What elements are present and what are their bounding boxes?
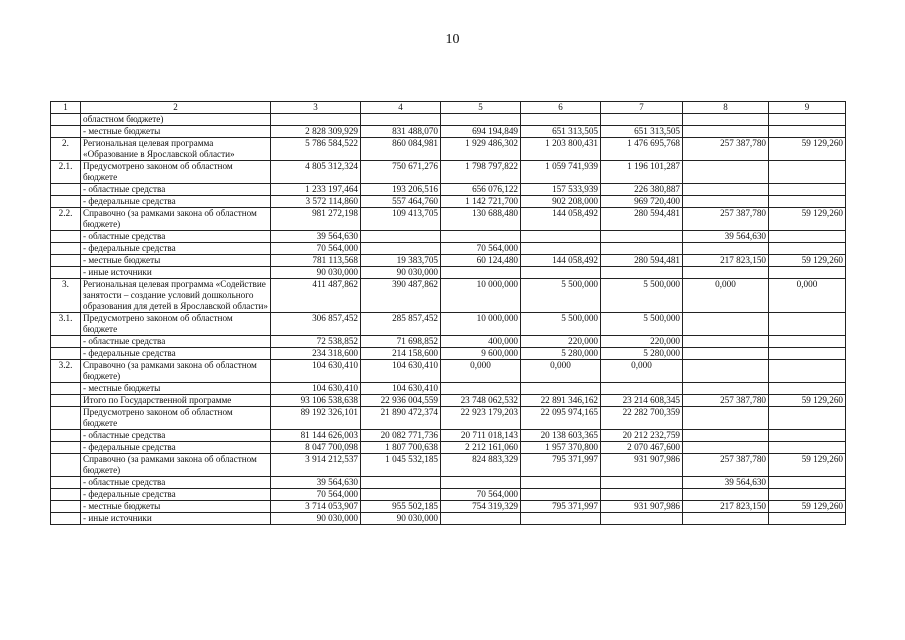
value-cell-col-6: 5 500,000 bbox=[521, 279, 601, 313]
value-cell-col-7: 220,000 bbox=[601, 336, 683, 348]
value-cell-col-8 bbox=[683, 243, 769, 255]
value-cell-col-6: 1 203 800,431 bbox=[521, 138, 601, 161]
value-cell-col-6: 651 313,505 bbox=[521, 126, 601, 138]
row-name-cell: - иные источники bbox=[81, 513, 271, 525]
row-name-cell: - федеральные средства bbox=[81, 348, 271, 360]
value-cell-col-8 bbox=[683, 313, 769, 336]
row-number-cell bbox=[51, 196, 81, 208]
row-name-cell: - местные бюджеты bbox=[81, 126, 271, 138]
row-name-cell: - областные средства bbox=[81, 430, 271, 442]
value-cell-col-3: 81 144 626,003 bbox=[271, 430, 361, 442]
value-cell-col-3: 306 857,452 bbox=[271, 313, 361, 336]
value-cell-col-8: 217 823,150 bbox=[683, 255, 769, 267]
row-number-cell: 3.1. bbox=[51, 313, 81, 336]
value-cell-col-3: 3 914 212,537 bbox=[271, 454, 361, 477]
row-name-cell: - местные бюджеты bbox=[81, 383, 271, 395]
value-cell-col-6: 20 138 603,365 bbox=[521, 430, 601, 442]
value-cell-col-4: 193 206,516 bbox=[361, 184, 441, 196]
value-cell-col-8 bbox=[683, 360, 769, 383]
table-row bbox=[51, 313, 846, 336]
value-cell-col-8 bbox=[683, 513, 769, 525]
value-cell-col-4: 104 630,410 bbox=[361, 383, 441, 395]
value-cell-col-6 bbox=[521, 383, 601, 395]
row-number-cell: 2. bbox=[51, 138, 81, 161]
value-cell-col-3: 8 047 700,098 bbox=[271, 442, 361, 454]
value-cell-col-4: 19 383,705 bbox=[361, 255, 441, 267]
row-name-cell: - областные средства bbox=[81, 231, 271, 243]
value-cell-col-3: 90 030,000 bbox=[271, 513, 361, 525]
header-cell: 3 bbox=[271, 102, 361, 114]
value-cell-col-4: 390 487,862 bbox=[361, 279, 441, 313]
value-cell-col-3: 104 630,410 bbox=[271, 383, 361, 395]
value-cell-col-9: 59 129,260 bbox=[769, 208, 846, 231]
value-cell-col-6: 157 533,939 bbox=[521, 184, 601, 196]
table-row bbox=[51, 336, 846, 348]
row-name-cell: - местные бюджеты bbox=[81, 255, 271, 267]
value-cell-col-8: 257 387,780 bbox=[683, 395, 769, 407]
row-number-cell bbox=[51, 255, 81, 267]
value-cell-col-4: 71 698,852 bbox=[361, 336, 441, 348]
value-cell-col-7 bbox=[601, 383, 683, 395]
value-cell-col-7: 22 282 700,359 bbox=[601, 407, 683, 430]
value-cell-col-7 bbox=[601, 231, 683, 243]
table-row bbox=[51, 395, 846, 407]
value-cell-col-9 bbox=[769, 114, 846, 126]
value-cell-col-3: 411 487,862 bbox=[271, 279, 361, 313]
value-cell-col-9 bbox=[769, 161, 846, 184]
row-name-cell: - областные средства bbox=[81, 336, 271, 348]
value-cell-col-5: 60 124,480 bbox=[441, 255, 521, 267]
value-cell-col-6 bbox=[521, 489, 601, 501]
row-number-cell bbox=[51, 126, 81, 138]
value-cell-col-6: 144 058,492 bbox=[521, 208, 601, 231]
value-cell-col-5: 10 000,000 bbox=[441, 279, 521, 313]
value-cell-col-4 bbox=[361, 231, 441, 243]
table-row bbox=[51, 501, 846, 513]
table-row bbox=[51, 208, 846, 231]
value-cell-col-7: 2 070 467,600 bbox=[601, 442, 683, 454]
row-name-cell: - областные средства bbox=[81, 184, 271, 196]
value-cell-col-3: 39 564,630 bbox=[271, 231, 361, 243]
value-cell-col-4: 109 413,705 bbox=[361, 208, 441, 231]
header-cell: 8 bbox=[683, 102, 769, 114]
value-cell-col-6: 902 208,000 bbox=[521, 196, 601, 208]
value-cell-col-4: 90 030,000 bbox=[361, 513, 441, 525]
value-cell-col-5: 10 000,000 bbox=[441, 313, 521, 336]
table-row bbox=[51, 243, 846, 255]
value-cell-col-9: 59 129,260 bbox=[769, 501, 846, 513]
value-cell-col-6: 0,000 bbox=[521, 360, 601, 383]
value-cell-col-5: 656 076,122 bbox=[441, 184, 521, 196]
value-cell-col-9 bbox=[769, 430, 846, 442]
value-cell-col-6: 1 957 370,800 bbox=[521, 442, 601, 454]
value-cell-col-5 bbox=[441, 383, 521, 395]
value-cell-col-3: 4 805 312,324 bbox=[271, 161, 361, 184]
value-cell-col-7: 651 313,505 bbox=[601, 126, 683, 138]
header-cell: 5 bbox=[441, 102, 521, 114]
value-cell-col-4 bbox=[361, 243, 441, 255]
table-row bbox=[51, 407, 846, 430]
row-name-cell: - федеральные средства bbox=[81, 243, 271, 255]
value-cell-col-6: 5 280,000 bbox=[521, 348, 601, 360]
value-cell-col-7 bbox=[601, 114, 683, 126]
row-name-cell: Региональная целевая программа «Содействие занятости – создание условий дошкольного образования для детей в Ярославской области» bbox=[81, 279, 271, 313]
value-cell-col-6: 22 891 346,162 bbox=[521, 395, 601, 407]
row-number-cell bbox=[51, 383, 81, 395]
value-cell-col-8: 257 387,780 bbox=[683, 208, 769, 231]
value-cell-col-8 bbox=[683, 442, 769, 454]
row-name-cell: Предусмотрено законом об областном бюджете bbox=[81, 407, 271, 430]
value-cell-col-7: 969 720,400 bbox=[601, 196, 683, 208]
value-cell-col-3: 90 030,000 bbox=[271, 267, 361, 279]
row-number-cell bbox=[51, 477, 81, 489]
value-cell-col-8 bbox=[683, 114, 769, 126]
value-cell-col-4: 557 464,760 bbox=[361, 196, 441, 208]
value-cell-col-8 bbox=[683, 126, 769, 138]
value-cell-col-6: 795 371,997 bbox=[521, 501, 601, 513]
value-cell-col-8 bbox=[683, 184, 769, 196]
value-cell-col-5: 1 798 797,822 bbox=[441, 161, 521, 184]
value-cell-col-4 bbox=[361, 114, 441, 126]
value-cell-col-3: 1 233 197,464 bbox=[271, 184, 361, 196]
row-number-cell bbox=[51, 489, 81, 501]
value-cell-col-8 bbox=[683, 161, 769, 184]
header-cell: 7 bbox=[601, 102, 683, 114]
row-name-cell: - местные бюджеты bbox=[81, 501, 271, 513]
row-name-cell: Итого по Государственной программе bbox=[81, 395, 271, 407]
table-row bbox=[51, 138, 846, 161]
table-row bbox=[51, 161, 846, 184]
row-name-cell: Справочно (за рамками закона об областном бюджете) bbox=[81, 360, 271, 383]
value-cell-col-7: 931 907,986 bbox=[601, 454, 683, 477]
value-cell-col-7: 1 476 695,768 bbox=[601, 138, 683, 161]
value-cell-col-7: 23 214 608,345 bbox=[601, 395, 683, 407]
row-number-cell: 2.2. bbox=[51, 208, 81, 231]
value-cell-col-6: 795 371,997 bbox=[521, 454, 601, 477]
row-name-cell: областном бюджете) bbox=[81, 114, 271, 126]
value-cell-col-4: 21 890 472,374 bbox=[361, 407, 441, 430]
value-cell-col-3: 93 106 538,638 bbox=[271, 395, 361, 407]
value-cell-col-6: 144 058,492 bbox=[521, 255, 601, 267]
value-cell-col-6: 220,000 bbox=[521, 336, 601, 348]
value-cell-col-9 bbox=[769, 267, 846, 279]
row-name-cell: - федеральные средства bbox=[81, 196, 271, 208]
value-cell-col-5: 9 600,000 bbox=[441, 348, 521, 360]
value-cell-col-9: 0,000 bbox=[769, 279, 846, 313]
value-cell-col-6: 5 500,000 bbox=[521, 313, 601, 336]
value-cell-col-5 bbox=[441, 513, 521, 525]
value-cell-col-8 bbox=[683, 383, 769, 395]
value-cell-col-8 bbox=[683, 407, 769, 430]
header-cell: 6 bbox=[521, 102, 601, 114]
value-cell-col-4: 104 630,410 bbox=[361, 360, 441, 383]
table-row bbox=[51, 454, 846, 477]
row-name-cell: Региональная целевая программа «Образование в Ярославской области» bbox=[81, 138, 271, 161]
value-cell-col-5: 2 212 161,060 bbox=[441, 442, 521, 454]
value-cell-col-8: 257 387,780 bbox=[683, 454, 769, 477]
value-cell-col-9: 59 129,260 bbox=[769, 395, 846, 407]
value-cell-col-9 bbox=[769, 407, 846, 430]
page-number: 10 bbox=[445, 32, 460, 47]
table-row bbox=[51, 360, 846, 383]
value-cell-col-4: 22 936 004,559 bbox=[361, 395, 441, 407]
header-cell: 1 bbox=[51, 102, 81, 114]
value-cell-col-8: 257 387,780 bbox=[683, 138, 769, 161]
value-cell-col-9 bbox=[769, 336, 846, 348]
value-cell-col-4: 1 045 532,185 bbox=[361, 454, 441, 477]
value-cell-col-5: 1 142 721,700 bbox=[441, 196, 521, 208]
table-row bbox=[51, 126, 846, 138]
row-number-cell bbox=[51, 407, 81, 430]
value-cell-col-4: 20 082 771,736 bbox=[361, 430, 441, 442]
value-cell-col-4 bbox=[361, 489, 441, 501]
value-cell-col-4: 1 807 700,638 bbox=[361, 442, 441, 454]
value-cell-col-9 bbox=[769, 477, 846, 489]
value-cell-col-3: 70 564,000 bbox=[271, 243, 361, 255]
row-number-cell bbox=[51, 348, 81, 360]
value-cell-col-5: 1 929 486,302 bbox=[441, 138, 521, 161]
value-cell-col-7: 20 212 232,759 bbox=[601, 430, 683, 442]
table-row bbox=[51, 279, 846, 313]
value-cell-col-9 bbox=[769, 348, 846, 360]
value-cell-col-6 bbox=[521, 243, 601, 255]
table-row bbox=[51, 489, 846, 501]
value-cell-col-5: 22 923 179,203 bbox=[441, 407, 521, 430]
value-cell-col-9 bbox=[769, 442, 846, 454]
value-cell-col-7 bbox=[601, 243, 683, 255]
row-number-cell bbox=[51, 243, 81, 255]
budget-table bbox=[50, 101, 846, 525]
value-cell-col-3: 3 714 053,907 bbox=[271, 501, 361, 513]
value-cell-col-4: 860 084,981 bbox=[361, 138, 441, 161]
value-cell-col-7: 5 500,000 bbox=[601, 313, 683, 336]
row-name-cell: Предусмотрено законом об областном бюджете bbox=[81, 161, 271, 184]
row-number-cell: 3.2. bbox=[51, 360, 81, 383]
value-cell-col-4: 831 488,070 bbox=[361, 126, 441, 138]
value-cell-col-4: 955 502,185 bbox=[361, 501, 441, 513]
value-cell-col-5: 20 711 018,143 bbox=[441, 430, 521, 442]
value-cell-col-8: 0,000 bbox=[683, 279, 769, 313]
row-number-cell: 3. bbox=[51, 279, 81, 313]
table-row bbox=[51, 255, 846, 267]
value-cell-col-9 bbox=[769, 126, 846, 138]
table-row bbox=[51, 184, 846, 196]
value-cell-col-6 bbox=[521, 114, 601, 126]
value-cell-col-5 bbox=[441, 267, 521, 279]
table-row bbox=[51, 513, 846, 525]
value-cell-col-6 bbox=[521, 231, 601, 243]
table-row bbox=[51, 196, 846, 208]
row-number-cell bbox=[51, 184, 81, 196]
value-cell-col-6: 1 059 741,939 bbox=[521, 161, 601, 184]
value-cell-col-7 bbox=[601, 477, 683, 489]
value-cell-col-9 bbox=[769, 184, 846, 196]
value-cell-col-9 bbox=[769, 243, 846, 255]
value-cell-col-3: 981 272,198 bbox=[271, 208, 361, 231]
value-cell-col-8 bbox=[683, 267, 769, 279]
row-name-cell: - федеральные средства bbox=[81, 489, 271, 501]
row-number-cell bbox=[51, 454, 81, 477]
value-cell-col-9 bbox=[769, 231, 846, 243]
header-cell: 9 bbox=[769, 102, 846, 114]
value-cell-col-3: 39 564,630 bbox=[271, 477, 361, 489]
value-cell-col-4: 214 158,600 bbox=[361, 348, 441, 360]
header-cell: 4 bbox=[361, 102, 441, 114]
value-cell-col-4: 90 030,000 bbox=[361, 267, 441, 279]
value-cell-col-6 bbox=[521, 267, 601, 279]
row-name-cell: Предусмотрено законом об областном бюджете bbox=[81, 313, 271, 336]
row-number-cell bbox=[51, 501, 81, 513]
value-cell-col-7: 280 594,481 bbox=[601, 255, 683, 267]
row-number-cell: 2.1. bbox=[51, 161, 81, 184]
row-number-cell bbox=[51, 395, 81, 407]
value-cell-col-4: 750 671,276 bbox=[361, 161, 441, 184]
row-name-cell: Справочно (за рамками закона об областном бюджете) bbox=[81, 454, 271, 477]
value-cell-col-9 bbox=[769, 489, 846, 501]
value-cell-col-7: 5 280,000 bbox=[601, 348, 683, 360]
value-cell-col-9: 59 129,260 bbox=[769, 255, 846, 267]
value-cell-col-5 bbox=[441, 477, 521, 489]
row-name-cell: - иные источники bbox=[81, 267, 271, 279]
value-cell-col-3: 72 538,852 bbox=[271, 336, 361, 348]
table-row bbox=[51, 231, 846, 243]
value-cell-col-8 bbox=[683, 430, 769, 442]
row-number-cell bbox=[51, 513, 81, 525]
value-cell-col-7: 280 594,481 bbox=[601, 208, 683, 231]
table-row bbox=[51, 348, 846, 360]
value-cell-col-7: 226 380,887 bbox=[601, 184, 683, 196]
value-cell-col-7 bbox=[601, 267, 683, 279]
value-cell-col-6 bbox=[521, 513, 601, 525]
value-cell-col-5: 70 564,000 bbox=[441, 243, 521, 255]
row-name-cell: - федеральные средства bbox=[81, 442, 271, 454]
value-cell-col-9 bbox=[769, 360, 846, 383]
table-row bbox=[51, 442, 846, 454]
row-number-cell bbox=[51, 430, 81, 442]
table-row bbox=[51, 477, 846, 489]
value-cell-col-8 bbox=[683, 489, 769, 501]
table-row bbox=[51, 430, 846, 442]
header-row bbox=[51, 102, 846, 114]
value-cell-col-3: 70 564,000 bbox=[271, 489, 361, 501]
header-cell: 2 bbox=[81, 102, 271, 114]
value-cell-col-8: 39 564,630 bbox=[683, 231, 769, 243]
value-cell-col-4 bbox=[361, 477, 441, 489]
value-cell-col-7: 5 500,000 bbox=[601, 279, 683, 313]
value-cell-col-3: 781 113,568 bbox=[271, 255, 361, 267]
value-cell-col-5: 824 883,329 bbox=[441, 454, 521, 477]
row-number-cell bbox=[51, 231, 81, 243]
value-cell-col-9 bbox=[769, 513, 846, 525]
value-cell-col-5: 400,000 bbox=[441, 336, 521, 348]
table-row bbox=[51, 267, 846, 279]
value-cell-col-7 bbox=[601, 513, 683, 525]
value-cell-col-4: 285 857,452 bbox=[361, 313, 441, 336]
value-cell-col-8: 39 564,630 bbox=[683, 477, 769, 489]
value-cell-col-6 bbox=[521, 477, 601, 489]
row-number-cell bbox=[51, 336, 81, 348]
value-cell-col-3: 234 318,600 bbox=[271, 348, 361, 360]
row-number-cell bbox=[51, 267, 81, 279]
value-cell-col-3: 89 192 326,101 bbox=[271, 407, 361, 430]
value-cell-col-5: 0,000 bbox=[441, 360, 521, 383]
row-number-cell bbox=[51, 442, 81, 454]
value-cell-col-8: 217 823,150 bbox=[683, 501, 769, 513]
value-cell-col-7 bbox=[601, 489, 683, 501]
value-cell-col-8 bbox=[683, 196, 769, 208]
value-cell-col-5: 23 748 062,532 bbox=[441, 395, 521, 407]
value-cell-col-7: 0,000 bbox=[601, 360, 683, 383]
value-cell-col-8 bbox=[683, 348, 769, 360]
value-cell-col-9: 59 129,260 bbox=[769, 454, 846, 477]
value-cell-col-3: 104 630,410 bbox=[271, 360, 361, 383]
value-cell-col-8 bbox=[683, 336, 769, 348]
row-name-cell: - областные средства bbox=[81, 477, 271, 489]
value-cell-col-9 bbox=[769, 313, 846, 336]
value-cell-col-5: 130 688,480 bbox=[441, 208, 521, 231]
value-cell-col-3 bbox=[271, 114, 361, 126]
value-cell-col-9: 59 129,260 bbox=[769, 138, 846, 161]
value-cell-col-5 bbox=[441, 231, 521, 243]
table-body bbox=[51, 102, 846, 525]
value-cell-col-7: 1 196 101,287 bbox=[601, 161, 683, 184]
value-cell-col-5 bbox=[441, 114, 521, 126]
value-cell-col-5: 694 194,849 bbox=[441, 126, 521, 138]
row-number-cell bbox=[51, 114, 81, 126]
value-cell-col-5: 70 564,000 bbox=[441, 489, 521, 501]
row-name-cell: Справочно (за рамками закона об областном бюджете) bbox=[81, 208, 271, 231]
value-cell-col-5: 754 319,329 bbox=[441, 501, 521, 513]
value-cell-col-9 bbox=[769, 383, 846, 395]
table-row bbox=[51, 383, 846, 395]
value-cell-col-3: 2 828 309,929 bbox=[271, 126, 361, 138]
value-cell-col-3: 5 786 584,522 bbox=[271, 138, 361, 161]
table-row bbox=[51, 114, 846, 126]
value-cell-col-7: 931 907,986 bbox=[601, 501, 683, 513]
value-cell-col-6: 22 095 974,165 bbox=[521, 407, 601, 430]
value-cell-col-9 bbox=[769, 196, 846, 208]
value-cell-col-3: 3 572 114,860 bbox=[271, 196, 361, 208]
